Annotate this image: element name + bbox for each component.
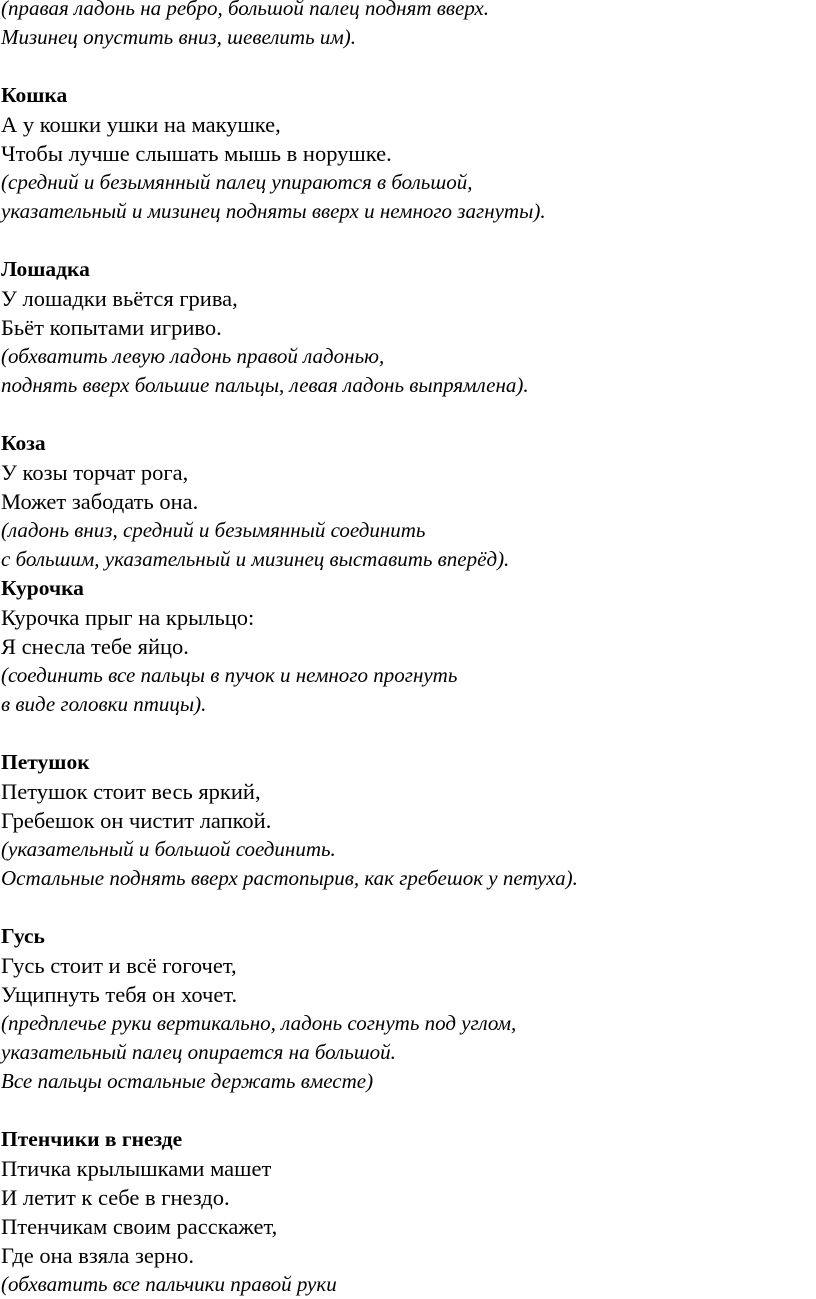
section-title-kurochka: Курочка bbox=[1, 576, 84, 600]
verse-line: Бьёт копытами игриво. bbox=[1, 315, 222, 340]
note-line: (обхватить все пальчики правой руки bbox=[1, 1272, 337, 1296]
note-line: Все пальцы остальные держать вместе) bbox=[1, 1069, 374, 1093]
note-line: (правая ладонь на ребро, большой палец поднят вверх. bbox=[1, 0, 489, 20]
note-line: Мизинец опустить вниз, шевелить им). bbox=[1, 25, 357, 49]
note-line: поднять вверх большие пальцы, левая ладонь выпрямлена). bbox=[1, 373, 529, 397]
note-line: (обхватить левую ладонь правой ладонью, bbox=[1, 344, 385, 368]
spacer bbox=[0, 1096, 816, 1125]
note-line: указательный и мизинец подняты вверх и немного загнуты). bbox=[1, 199, 546, 223]
verse-line: У лошадки вьётся грива, bbox=[1, 286, 238, 311]
verse-line: Может забодать она. bbox=[1, 489, 199, 514]
spacer bbox=[0, 52, 816, 81]
spacer bbox=[0, 226, 816, 255]
note-line: (ладонь вниз, средний и безымянный соединить bbox=[1, 518, 426, 542]
spacer bbox=[0, 893, 816, 922]
note-line: указательный палец опирается на большой. bbox=[1, 1040, 396, 1064]
spacer bbox=[0, 400, 816, 429]
note-line: (предплечье руки вертикально, ладонь согнуть под углом, bbox=[1, 1011, 517, 1035]
verse-line: Птичка крылышками машет bbox=[1, 1156, 272, 1181]
verse-line: У козы торчат рога, bbox=[1, 460, 189, 485]
note-line: (соединить все пальцы в пучок и немного прогнуть bbox=[1, 663, 458, 687]
note-line: с большим, указательный и мизинец выставить вперёд). bbox=[1, 547, 510, 571]
section-title-koshka: Кошка bbox=[1, 83, 68, 107]
note-line: Остальные поднять вверх растопырив, как гребешок у петуха). bbox=[1, 866, 578, 890]
section-title-koza: Коза bbox=[1, 431, 46, 455]
verse-line: Петушок стоит весь яркий, bbox=[1, 779, 261, 804]
verse-line: Чтобы лучше слышать мышь в норушке. bbox=[1, 141, 392, 166]
section-title-petushok: Петушок bbox=[1, 750, 90, 774]
verse-line: Курочка прыг на крыльцо: bbox=[1, 605, 255, 630]
note-line: в виде головки птицы). bbox=[1, 692, 207, 716]
verse-line: И летит к себе в гнездо. bbox=[1, 1185, 230, 1210]
verse-line: Где она взяла зерно. bbox=[1, 1243, 195, 1268]
verse-line: Гусь стоит и всё гогочет, bbox=[1, 953, 237, 978]
verse-line: Ущипнуть тебя он хочет. bbox=[1, 982, 238, 1007]
note-line: (средний и безымянный палец упираются в большой, bbox=[1, 170, 473, 194]
spacer bbox=[0, 719, 816, 748]
verse-line: Я снесла тебе яйцо. bbox=[1, 634, 189, 659]
section-title-ptenchiki: Птенчики в гнезде bbox=[1, 1127, 183, 1151]
section-title-loshadka: Лошадка bbox=[1, 257, 90, 281]
verse-line: А у кошки ушки на макушке, bbox=[1, 112, 281, 137]
verse-line: Гребешок он чистит лапкой. bbox=[1, 808, 272, 833]
verse-line: Птенчикам своим расскажет, bbox=[1, 1214, 278, 1239]
note-line: (указательный и большой соединить. bbox=[1, 837, 336, 861]
section-title-gus: Гусь bbox=[1, 924, 45, 948]
